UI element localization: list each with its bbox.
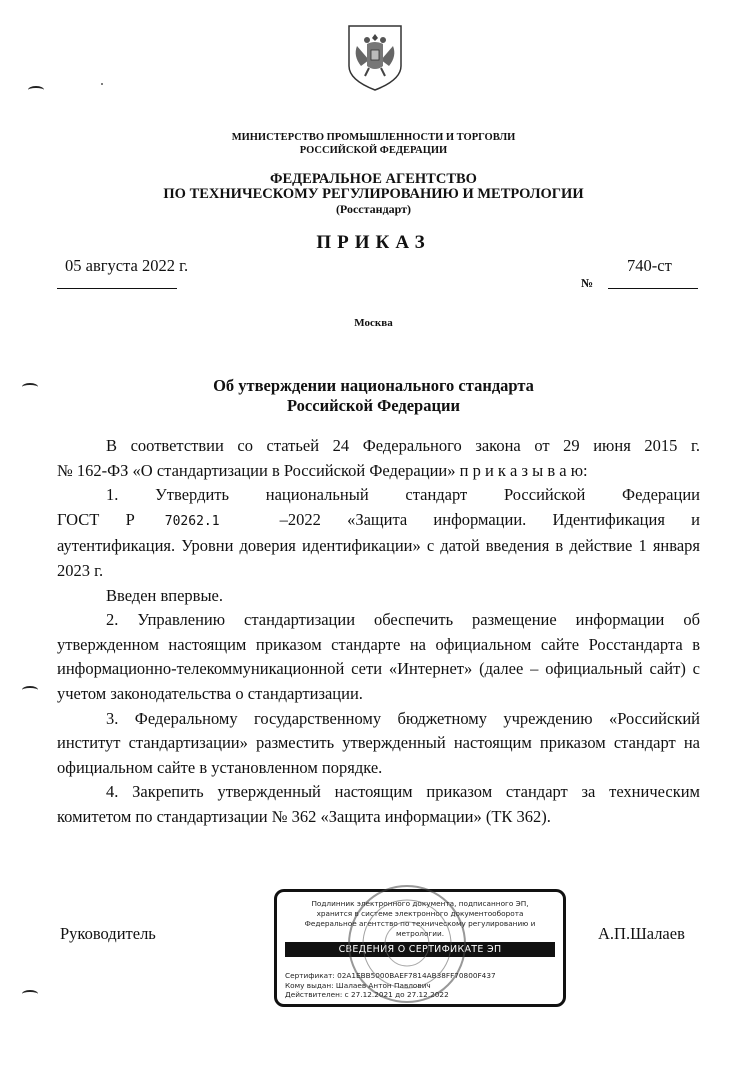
gost-title: –2022 «Защита информации. Идентификация и аутентификация. Уровни доверия идентификации» с датой введения в действие 1 января 2023 г. [57, 509, 700, 580]
order-number: 740-ст [627, 256, 672, 275]
stamp-certificate-id: Сертификат: 02A1EBB5000BAEF7814AB38FF70800F437 [285, 971, 496, 980]
stamp-line-1: Подлинник электронного документа, подписанного ЭП, [311, 899, 529, 908]
item-1-line-1: 1. Утвердить национальный стандарт Российской Федерации [106, 485, 700, 505]
signer-name: А.П.Шалаев [598, 924, 685, 943]
preamble-line-1: В соответствии со статьей 24 Федерального закона от 29 июня 2015 г. [106, 436, 700, 455]
introduced-note: Введен впервые. [106, 585, 223, 605]
item-3: 3. Федеральному государственному бюджетному учреждению «Российский институт стандартизации» разместить утвержденный настоящим приказом стандарт на официальном сайте в установленном порядке. [57, 708, 700, 777]
preamble-line-2: № 162-ФЗ «О стандартизации в Российской Федерации» п р и к а з ы в а ю: [57, 460, 588, 480]
stamp-line-3: Федеральное агентство по техническому регулированию и [304, 919, 536, 928]
agency-name [0, 172, 747, 217]
agency-short-name: (Росстандарт) [335, 202, 412, 216]
item-4: 4. Закрепить утвержденный настоящим приказом стандарт за техническим комитетом по стандартизации № 362 «Защита информации» (ТК 362). [57, 782, 700, 826]
order-body [57, 434, 700, 830]
ministry-name [0, 131, 747, 157]
margin-mark [28, 86, 44, 94]
item-2: 2. Управлению стандартизации обеспечить размещение информации об утвержденном настоящим приказом стандарте на официальном сайте Росстандарта в информационно-телекоммуникационной сети «Интернет» (далее – официальный сайт) с учетом законодательства о стандартизации. [57, 610, 700, 703]
item-1-rest [57, 508, 700, 584]
stamp-line-4: метрологии. [395, 929, 445, 938]
ministry-line-1: МИНИСТЕРСТВО ПРОМЫШЛЕННОСТИ И ТОРГОВЛИ [231, 132, 516, 143]
agency-line-2: ПО ТЕХНИЧЕСКОМУ РЕГУЛИРОВАНИЮ И МЕТРОЛОГИИ [163, 186, 584, 202]
stamp-line-2: хранится в системе электронного документооборота [316, 909, 524, 918]
city: Москва [354, 317, 393, 329]
number-underline [608, 288, 698, 289]
order-subject [0, 376, 747, 416]
date-underline [57, 288, 177, 289]
gost-prefix: ГОСТ Р [57, 509, 135, 529]
subject-line-1: Об утверждении национального стандарта [213, 376, 534, 395]
margin-mark [22, 990, 38, 998]
margin-mark [22, 686, 38, 694]
stamp-certificate-header: СВЕДЕНИЯ О СЕРТИФИКАТЕ ЭП [285, 942, 555, 957]
stamp-issued-to: Кому выдан: Шалаев Антон Павлович [285, 980, 431, 990]
scan-dot [101, 83, 103, 85]
ministry-line-2: РОССИЙСКОЙ ФЕДЕРАЦИИ [299, 145, 448, 156]
round-seal-icon [345, 880, 470, 1008]
russian-coat-of-arms-icon [343, 20, 407, 92]
stamp-validity: Действителен: с 27.12.2021 до 27.12.2022 [285, 990, 449, 999]
signer-role: Руководитель [60, 924, 156, 943]
agency-line-1: ФЕДЕРАЛЬНОЕ АГЕНТСТВО [270, 171, 477, 187]
order-date: 05 августа 2022 г. [65, 256, 189, 275]
number-sign: № [581, 276, 594, 290]
gost-number: 70262.1 [164, 513, 220, 529]
order-title: ПРИКАЗ [316, 232, 431, 253]
subject-line-2: Российской Федерации [287, 396, 460, 415]
